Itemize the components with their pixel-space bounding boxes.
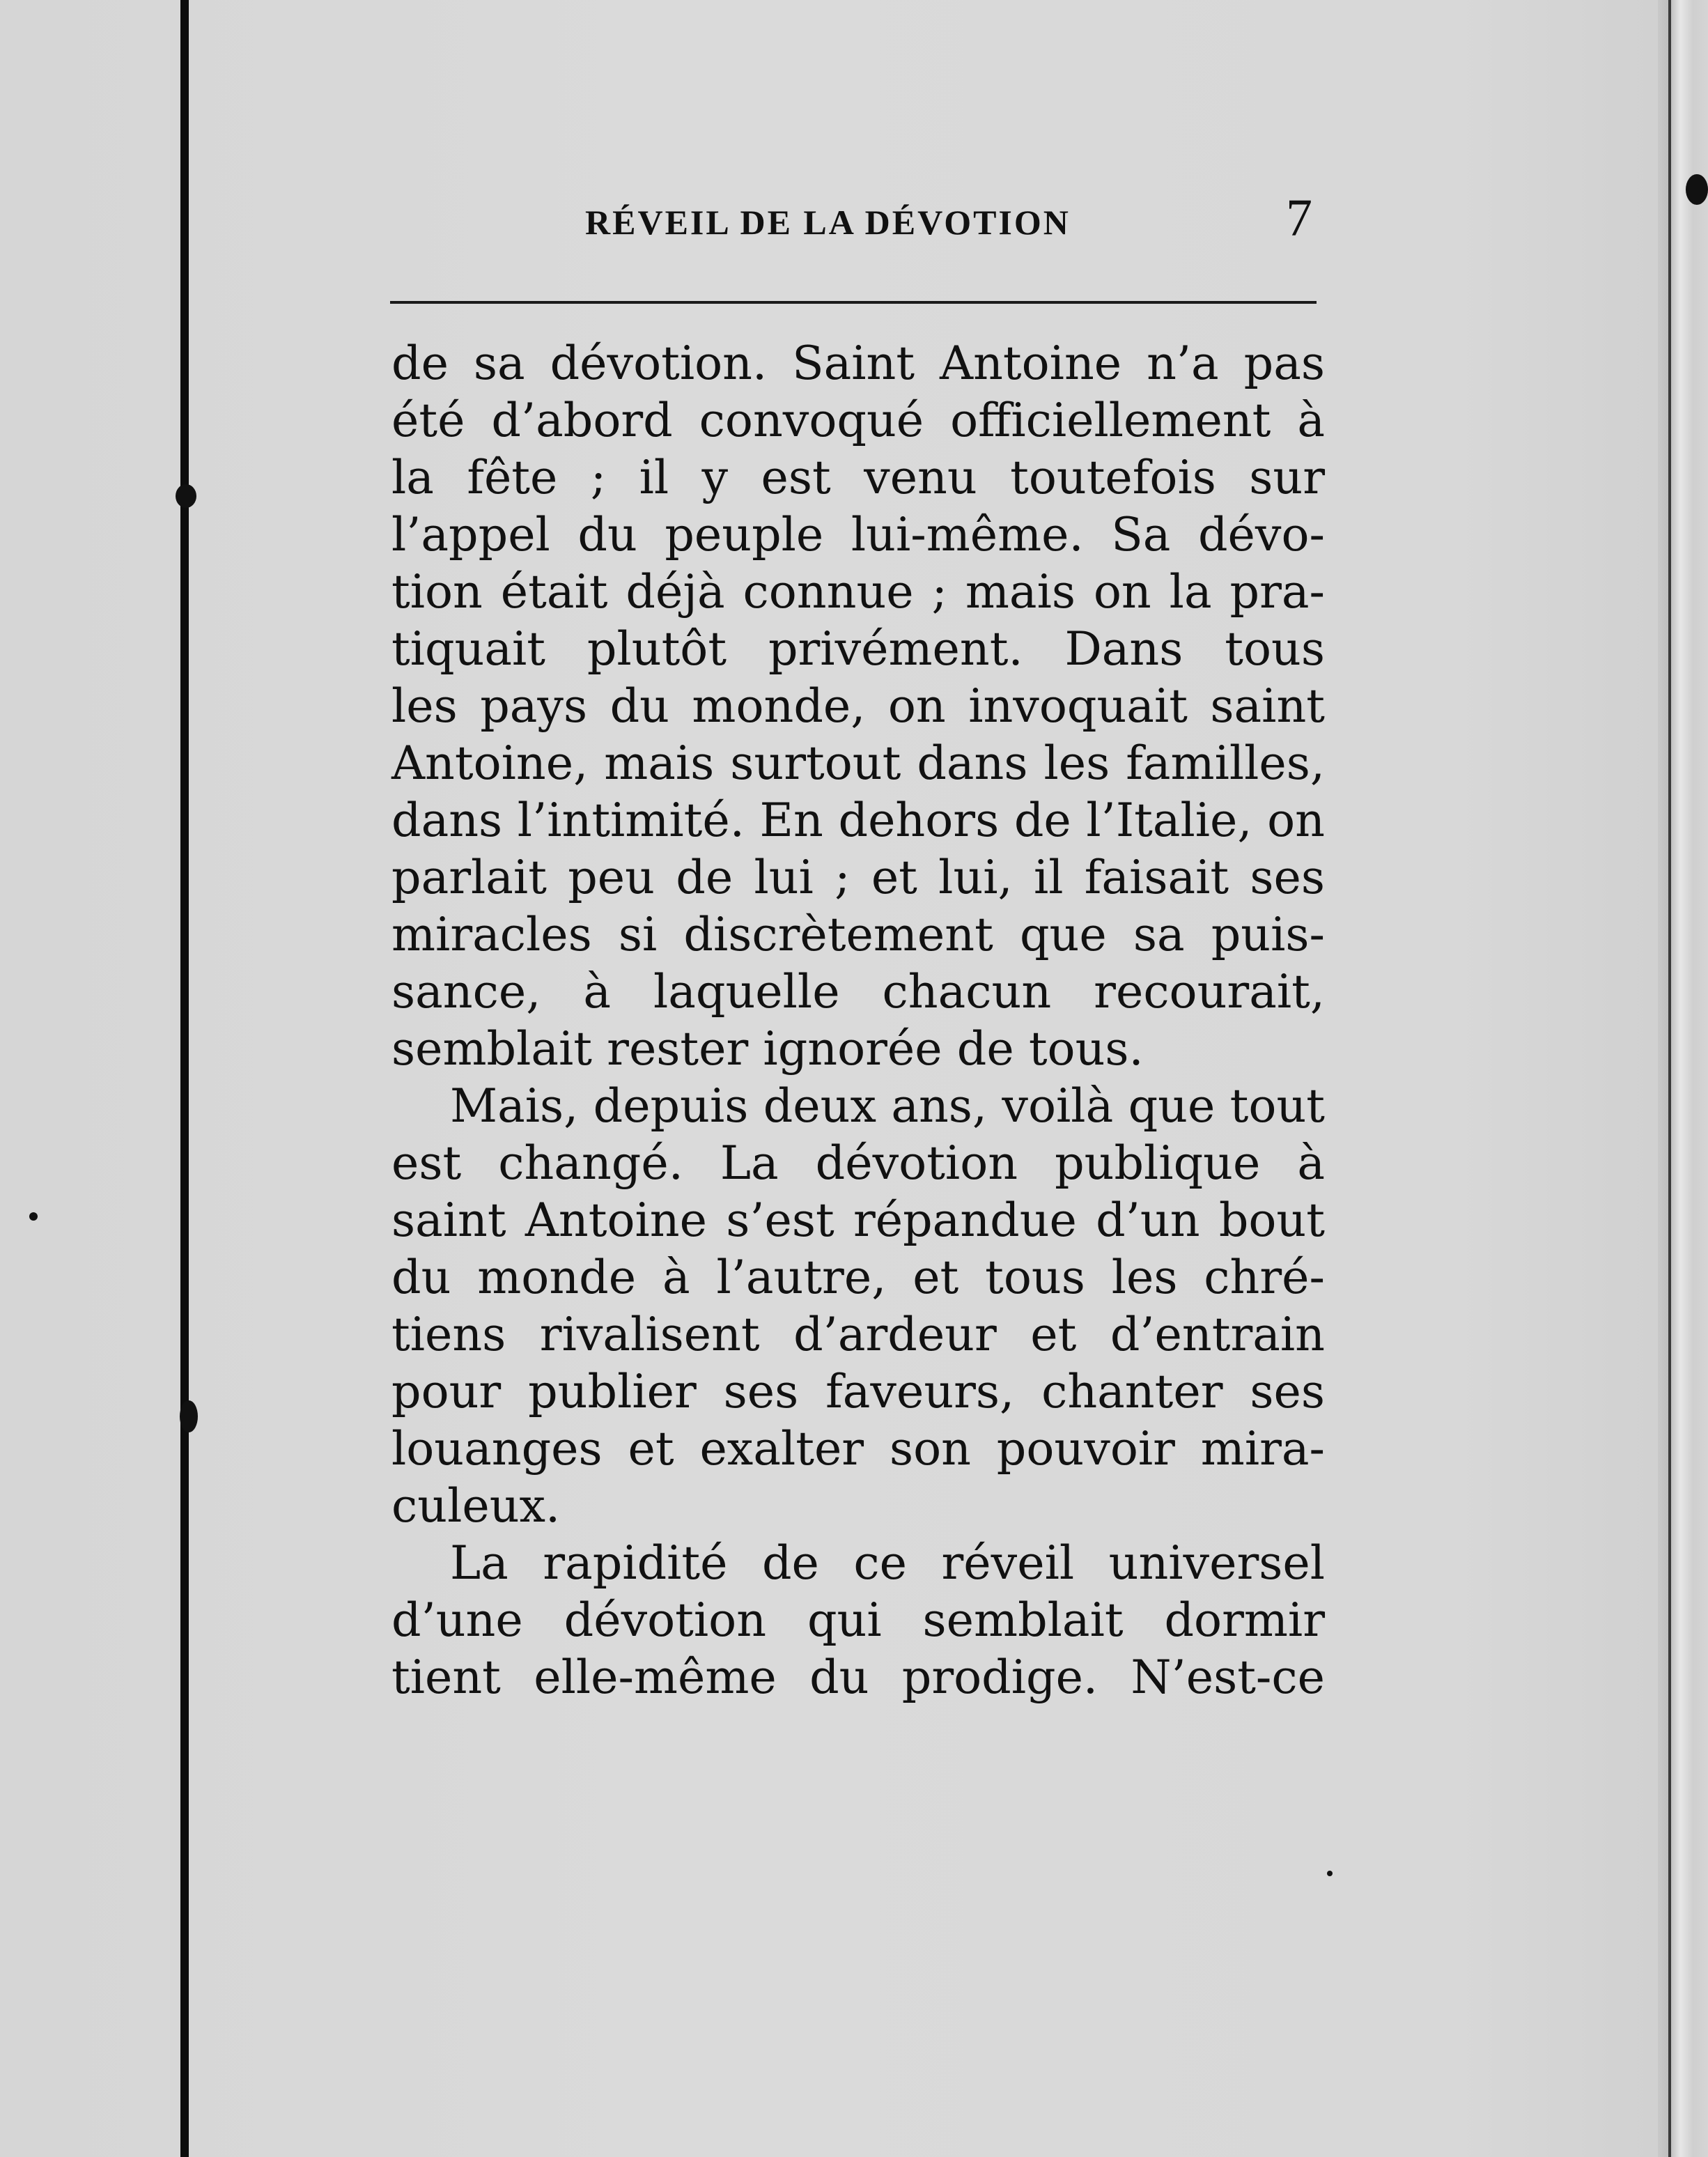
header-rule (390, 301, 1317, 304)
paragraph (391, 1534, 1325, 1706)
scan-speck (180, 1400, 198, 1432)
text-line: les pays du monde, on invoquait saint (391, 679, 1325, 733)
page-edge-shadow (1658, 0, 1708, 2157)
text-line: été d’abord convoqué officiellement à (391, 393, 1325, 447)
text-line: tiquait plutôt privément. Dans tous (391, 621, 1325, 676)
text-line: tiens rivalisent d’ardeur et d’entrain (391, 1307, 1325, 1361)
paragraph (391, 334, 1325, 1077)
page-edge-line (1668, 0, 1671, 2157)
body-text (391, 334, 1325, 1706)
text-line: semblait rester ignorée de tous. (391, 1021, 1144, 1076)
text-line: Mais, depuis deux ans, voilà que tout (450, 1078, 1325, 1133)
text-line: pour publier ses faveurs, chanter ses (391, 1364, 1325, 1418)
text-line: dans l’intimité. En dehors de l’Italie, on (391, 793, 1325, 847)
running-head: RÉVEIL DE LA DÉVOTION (585, 203, 1071, 242)
text-line: de sa dévotion. Saint Antoine n’a pas (391, 336, 1325, 390)
text-line: sance, à laquelle chacun recourait, (391, 964, 1325, 1019)
text-line: tient elle-même du prodige. N’est-ce (391, 1650, 1325, 1704)
page-number: 7 (1286, 189, 1312, 247)
text-line: est changé. La dévotion publique à (391, 1136, 1325, 1190)
text-line: parlait peu de lui ; et lui, il faisait ses (391, 850, 1325, 904)
scan-speck (1327, 1871, 1333, 1876)
text-line: culeux. (391, 1478, 561, 1533)
text-line: tion était déjà connue ; mais on la pra- (391, 564, 1325, 619)
scan-speck (1686, 174, 1708, 205)
paragraph (391, 1077, 1325, 1534)
text-line: d’une dévotion qui semblait dormir (391, 1593, 1325, 1647)
text-line: du monde à l’autre, et tous les chré- (391, 1250, 1325, 1304)
text-line: miracles si discrètement que sa puis- (391, 907, 1325, 961)
text-line: saint Antoine s’est répandue d’un bout (391, 1193, 1325, 1247)
scan-speck (176, 484, 196, 508)
text-line: La rapidité de ce réveil universel (450, 1536, 1325, 1590)
text-line: Antoine, mais surtout dans les familles, (391, 736, 1325, 790)
text-line: la fête ; il y est venu toutefois sur (391, 450, 1325, 504)
text-line: louanges et exalter son pouvoir mira- (391, 1421, 1325, 1476)
scan-speck (29, 1212, 38, 1221)
text-line: l’appel du peuple lui-même. Sa dévo- (391, 507, 1325, 562)
binding-edge-line (180, 0, 189, 2157)
